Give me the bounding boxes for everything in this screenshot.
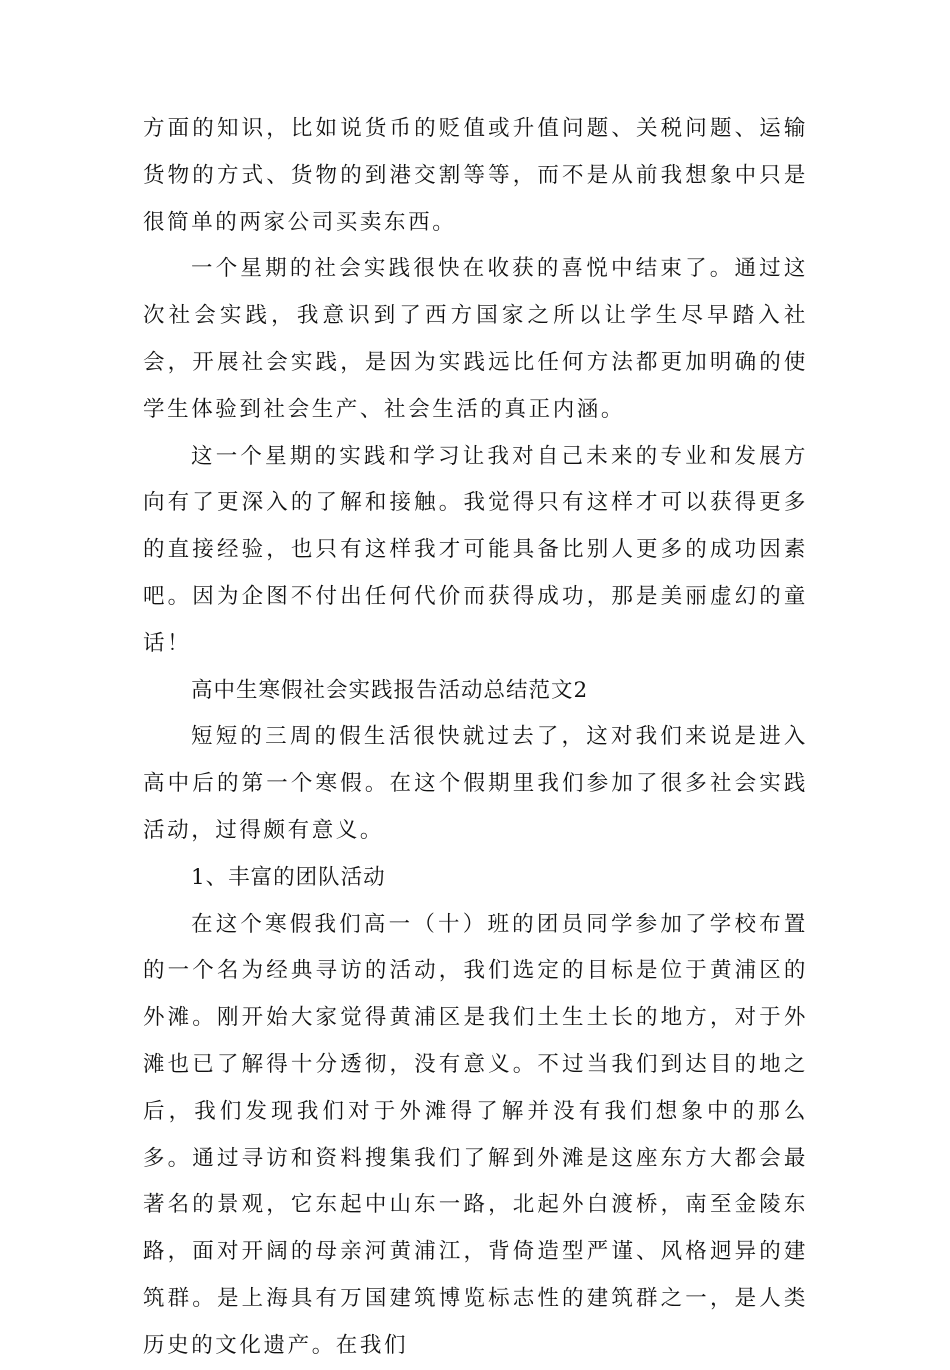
subsection-heading: 1、丰富的团队活动 [191, 864, 386, 890]
paragraph-continuation: 方面的知识，比如说货币的贬值或升值问题、关税问题、运输货物的方式、货物的到港交割等等，而不是从前我想象中只是很简单的两家公司买卖东西。 [143, 116, 808, 235]
section-title: 高中生寒假社会实践报告活动总结范文2 [191, 677, 589, 703]
paragraph-intro: 短短的三周的假生活很快就过去了，这对我们来说是进入高中后的第一个寒假。在这个假期里我们参加了很多社会实践活动，过得颇有意义。 [143, 724, 808, 843]
document-body [143, 106, 808, 1370]
paragraph-reflection: 这一个星期的实践和学习让我对自己未来的专业和发展方向有了更深入的了解和接触。我觉得只有这样才可以获得更多的直接经验，也只有这样我才可能具备比别人更多的成功因素吧。因为企图不付出任何代价而获得成功，那是美丽虚幻的童话！ [143, 443, 808, 656]
paragraph-practice-summary: 一个星期的社会实践很快在收获的喜悦中结束了。通过这次社会实践，我意识到了西方国家之所以让学生尽早踏入社会，开展社会实践，是因为实践远比任何方法都更加明确的使学生体验到社会生产、社会生活的真正内涵。 [143, 256, 808, 422]
paragraph-team-activity: 在这个寒假我们高一（十）班的团员同学参加了学校布置的一个名为经典寻访的活动，我们选定的目标是位于黄浦区的外滩。刚开始大家觉得黄浦区是我们土生土长的地方，对于外滩也已了解得十分透彻，没有意义。不过当我们到达目的地之后，我们发现我们对于外滩得了解并没有我们想象中的那么多。通过寻访和资料搜集我们了解到外滩是这座东方大都会最著名的景观，它东起中山东一路，北起外白渡桥，南至金陵东路，面对开阔的母亲河黄浦江，背倚造型严谨、风格迥异的建筑群。是上海具有万国建筑博览标志性的建筑群之一，是人类历史的文化遗产。在我们 [143, 911, 808, 1358]
